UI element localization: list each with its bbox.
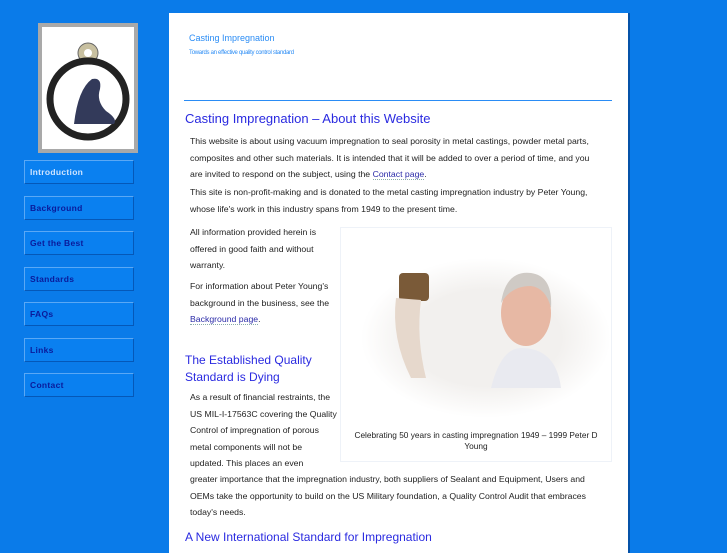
page-title: Casting Impregnation – About this Website: [185, 111, 431, 126]
sidebar-nav: [24, 160, 134, 409]
site-title: Casting Impregnation: [189, 33, 275, 43]
section-heading-new-standard: A New International Standard for Impregnation: [185, 530, 432, 544]
divider: [184, 100, 612, 101]
photo-figure: [340, 227, 612, 462]
site-subtitle: Towards an effective quality control standard: [189, 50, 294, 56]
seal-logo-icon: [44, 29, 132, 147]
nav-contact[interactable]: Contact: [24, 373, 134, 397]
peter-young-photo: [341, 228, 611, 423]
nav-background[interactable]: Background: [24, 196, 134, 220]
nav-introduction[interactable]: Introduction: [24, 160, 134, 184]
restraints-paragraph: As a result of financial restraints, the US MIL-I-17563C covering the Quality Control of impregnation of porous metal components will not be updated. This places an even: [190, 392, 337, 468]
logo: [38, 23, 138, 153]
nav-standards[interactable]: Standards: [24, 267, 134, 291]
intro-paragraph: This website is about using vacuum impregnation to seal porosity in metal castings, powder metal parts, composites and other such materials. It is intended that it will be added to over a period of time, and you are invited to respond on the subject, using the Contact page.: [190, 136, 590, 179]
nonprofit-paragraph: This site is non-profit-making and is donated to the metal casting impregnation industry by Peter Young, whose life's work in this industry spans from 1949 to the present time.: [190, 187, 588, 214]
nav-faqs[interactable]: FAQs: [24, 302, 134, 326]
photo-caption: Celebrating 50 years in casting impregnation 1949 – 1999 Peter D Young: [354, 430, 598, 451]
nav-get-the-best[interactable]: Get the Best: [24, 231, 134, 255]
nav-links[interactable]: Links: [24, 338, 134, 362]
contact-page-link[interactable]: Contact page: [372, 169, 425, 179]
background-page-link[interactable]: Background page: [190, 314, 259, 324]
disclaimer-paragraph: All information provided herein is offered in good faith and without warranty.: [190, 227, 317, 270]
section-heading-quality-standard: The Established Quality Standard is Dying: [185, 353, 312, 384]
main-content: [169, 13, 630, 553]
importance-paragraph: greater importance that the impregnation industry, both suppliers of Sealant and Equipment, Users and OEMs take the opportunity to build on the US Military foundation, a Quality Control Audit that embraces today's needs.: [190, 474, 586, 517]
background-paragraph: For information about Peter Young's background in the business, see the Background page.: [190, 281, 330, 324]
